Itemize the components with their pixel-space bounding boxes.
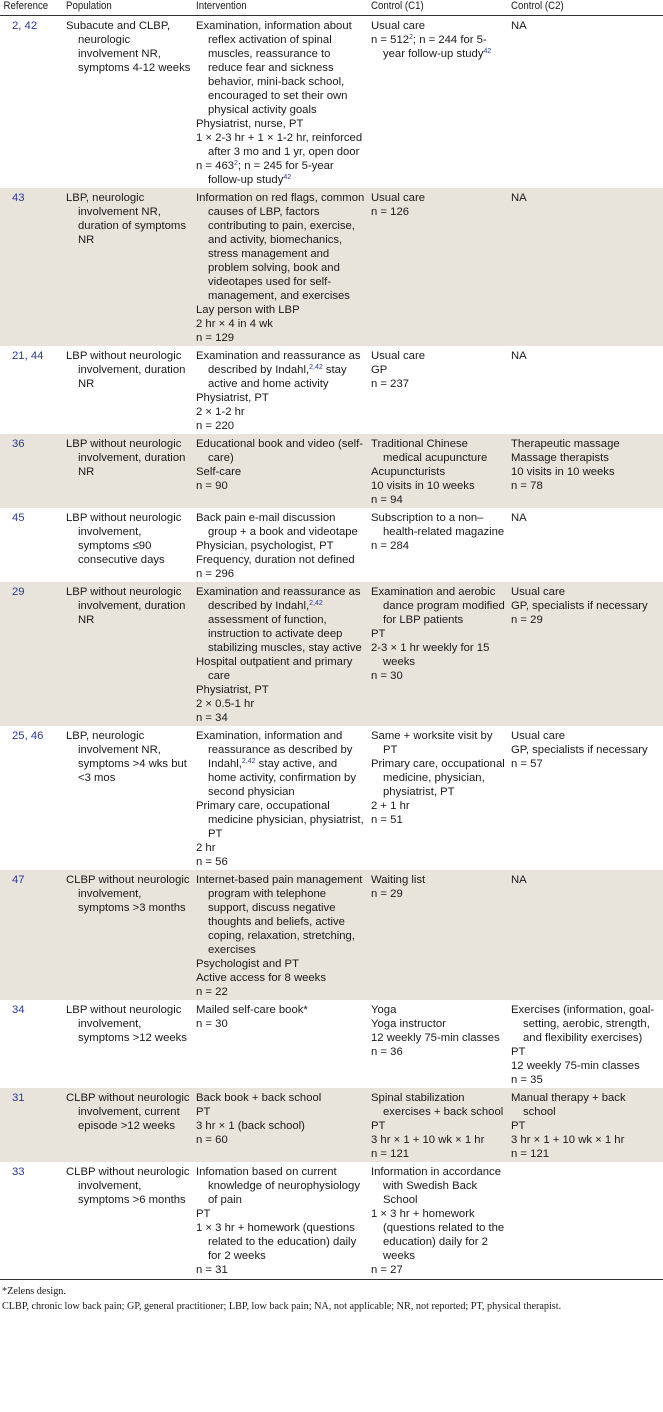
cell-line: n = 57 bbox=[511, 758, 543, 770]
cell-line: Exercises (information, goal-setting, aerobic, strength, and flexibility exercises) bbox=[511, 1004, 655, 1044]
table-row bbox=[0, 1162, 663, 1278]
cell-line: Traditional Chinese medical acupuncture bbox=[371, 438, 488, 464]
cell-line: $n = 512^2$; n = 244 for 5-year follow-up study$^{42}$ bbox=[371, 34, 492, 60]
header-control-c1: Control (C1) bbox=[371, 0, 494, 16]
cell-line: PT bbox=[371, 1120, 386, 1132]
cell-line: n = 129 bbox=[196, 332, 235, 344]
cell-line: Mailed self-care book* bbox=[196, 1004, 308, 1016]
cell-line: 12 weekly 75-min classes bbox=[371, 1032, 500, 1044]
control-c1-cell bbox=[371, 1162, 511, 1278]
cell-line: Usual care bbox=[371, 192, 425, 204]
cell-line: n = 31 bbox=[196, 1264, 228, 1276]
cell-line: n = 30 bbox=[371, 670, 403, 682]
citation-superscript[interactable]: 2,42 bbox=[241, 758, 256, 765]
reference-link[interactable]: 33 bbox=[12, 1166, 25, 1178]
cell-line: PT bbox=[196, 1106, 211, 1118]
cell-line: NA bbox=[511, 192, 527, 204]
cell-line: n = 30 bbox=[196, 1018, 228, 1030]
intervention-cell bbox=[196, 16, 371, 189]
reference-link[interactable]: 21, 44 bbox=[12, 350, 44, 362]
cell-line: n = 121 bbox=[371, 1148, 410, 1160]
cell-line: Acupuncturists bbox=[371, 466, 446, 478]
header-reference: Reference bbox=[0, 0, 58, 16]
cell-line: 1 × 2-3 hr + 1 × 1-2 hr, reinforced after 3 mo and 1 yr, open door bbox=[196, 132, 363, 158]
intervention-cell bbox=[196, 188, 371, 346]
cell-line: NA bbox=[511, 20, 527, 32]
citation-superscript[interactable]: 2,42 bbox=[309, 600, 323, 607]
cell-line: 3 hr × 1 (back school) bbox=[196, 1120, 305, 1132]
intervention-cell bbox=[196, 434, 371, 508]
control-c2-cell bbox=[511, 1088, 663, 1162]
cell-line: n = 60 bbox=[196, 1134, 228, 1146]
cell-line: Massage therapists bbox=[511, 452, 609, 464]
cell-line: CLBP without neurologic involvement, symptoms >3 months bbox=[66, 874, 190, 914]
citation-superscript[interactable]: 2 bbox=[234, 160, 238, 167]
cell-line: n = 296 bbox=[196, 568, 235, 580]
cell-line: Examination and reassurance as described by Indahl,$^{2,42}$ assessment of function, instruction to activate deep stabilizing muscles, stay active bbox=[196, 586, 362, 654]
control-c2-cell bbox=[511, 434, 663, 508]
cell-line: NA bbox=[511, 512, 527, 524]
cell-line: Examination and aerobic dance program modified for LBP patients bbox=[371, 586, 505, 626]
cell-line: n = 35 bbox=[511, 1074, 543, 1086]
control-c1-cell bbox=[371, 870, 511, 1000]
cell-line: 10 visits in 10 weeks bbox=[371, 480, 475, 492]
cell-line: 2 hr bbox=[196, 842, 216, 854]
cell-line: Usual care bbox=[371, 350, 425, 362]
control-c1-cell bbox=[371, 346, 511, 434]
cell-line: 2 × 1-2 hr bbox=[196, 406, 245, 418]
control-c2-cell bbox=[511, 508, 663, 582]
cell-line: LBP, neurologic involvement NR, duration of symptoms NR bbox=[66, 192, 186, 246]
cell-line: Back book + back school bbox=[196, 1092, 322, 1104]
cell-line: n = 237 bbox=[371, 378, 410, 390]
cell-line: NA bbox=[511, 874, 527, 886]
population-cell bbox=[66, 1088, 196, 1162]
control-c1-cell bbox=[371, 1000, 511, 1088]
cell-line: n = 78 bbox=[511, 480, 543, 492]
cell-line: Yoga instructor bbox=[371, 1018, 446, 1030]
cell-line: n = 29 bbox=[511, 614, 543, 626]
cell-line: n = 36 bbox=[371, 1046, 403, 1058]
cell-line: 2 × 0.5-1 hr bbox=[196, 698, 255, 710]
cell-line: LBP without neurologic involvement, duration NR bbox=[66, 586, 186, 626]
cell-line: LBP without neurologic involvement, symptoms >12 weeks bbox=[66, 1004, 187, 1044]
cell-line: n = 56 bbox=[196, 856, 228, 868]
citation-superscript[interactable]: 2,42 bbox=[309, 364, 323, 371]
control-c2-cell bbox=[511, 16, 663, 189]
table-row bbox=[0, 870, 663, 1000]
reference-link[interactable]: 31 bbox=[0, 1088, 66, 1162]
control-c1-cell bbox=[371, 434, 511, 508]
cell-line: Waiting list bbox=[371, 874, 426, 886]
cell-line: LBP without neurologic involvement, symptoms ≤90 consecutive days bbox=[66, 512, 182, 566]
cell-line: n = 126 bbox=[371, 206, 410, 218]
intervention-cell bbox=[196, 1000, 371, 1088]
table-row bbox=[0, 1088, 663, 1162]
cell-line: Information on red flags, common causes of LBP, factors contributing to pain, exercise, and activity, biomechanics, stress management and problem solving, book and videotapes used for self-management, and exercises bbox=[196, 192, 365, 302]
population-cell bbox=[66, 1000, 196, 1088]
control-c1-cell bbox=[371, 508, 511, 582]
cell-line: Same + worksite visit by PT bbox=[371, 730, 493, 756]
citation-superscript[interactable]: 2 bbox=[409, 34, 413, 41]
control-c2-cell bbox=[511, 870, 663, 1000]
intervention-cell bbox=[196, 346, 371, 434]
cell-line: Yoga bbox=[371, 1004, 397, 1016]
population-cell bbox=[66, 1162, 196, 1278]
cell-line: Examination and reassurance as described by Indahl,$^{2,42}$ stay active and home activity bbox=[196, 350, 361, 390]
table-row bbox=[0, 508, 663, 582]
cell-line: n = 27 bbox=[371, 1264, 403, 1276]
cell-line: PT bbox=[196, 1208, 211, 1220]
cell-line: 3 hr × 1 + 10 wk × 1 hr bbox=[511, 1134, 625, 1146]
table-row bbox=[0, 188, 663, 346]
footnotes bbox=[0, 1280, 663, 1314]
intervention-cell bbox=[196, 508, 371, 582]
cell-line: Spinal stabilization exercises + back school bbox=[371, 1092, 504, 1118]
cell-line: Frequency, duration not defined bbox=[196, 554, 355, 566]
cell-line: n = 94 bbox=[371, 494, 403, 506]
header-control-c2: Control (C2) bbox=[511, 0, 645, 16]
table-row bbox=[0, 434, 663, 508]
cell-line: GP bbox=[371, 364, 388, 376]
cell-line: Subacute and CLBP, neurologic involvement NR, symptoms 4-12 weeks bbox=[66, 20, 191, 74]
cell-line: n = 29 bbox=[371, 888, 403, 900]
population-cell bbox=[66, 870, 196, 1000]
cell-line: 2-3 × 1 hr weekly for 15 weeks bbox=[371, 642, 490, 668]
cell-line: Usual care bbox=[511, 730, 565, 742]
cell-line: Examination, information about reflex activation of spinal muscles, reassurance to reduce fear and sickness behavior, mini-back school, encouraged to set their own physical activity goals bbox=[196, 20, 352, 116]
population-cell bbox=[66, 582, 196, 726]
control-c2-cell bbox=[511, 346, 663, 434]
reference-link[interactable]: 29 bbox=[0, 582, 66, 726]
table-row bbox=[0, 582, 663, 726]
population-cell bbox=[66, 16, 196, 189]
table-header bbox=[0, 0, 663, 16]
cell-line: PT bbox=[511, 1120, 526, 1132]
reference-link[interactable]: 34 bbox=[12, 1004, 25, 1016]
cell-line: n = 220 bbox=[196, 420, 235, 432]
cell-line: n = 34 bbox=[196, 712, 228, 724]
cell-line: 2 + 1 hr bbox=[371, 800, 410, 812]
control-c1-cell bbox=[371, 1088, 511, 1162]
reference-link[interactable]: 45 bbox=[12, 512, 25, 524]
cell-line: GP, specialists if necessary bbox=[511, 744, 648, 756]
population-cell bbox=[66, 188, 196, 346]
cell-line: n = 90 bbox=[196, 480, 228, 492]
cell-line: Primary care, occupational medicine physician, physiatrist, PT bbox=[196, 800, 364, 840]
cell-line: LBP, neurologic involvement NR, symptoms >4 wks but <3 mos bbox=[66, 730, 187, 784]
cell-line: Psychologist and PT bbox=[196, 958, 299, 970]
reference-link[interactable]: 25, 46 bbox=[12, 730, 44, 742]
cell-line: 3 hr × 1 + 10 wk × 1 hr bbox=[371, 1134, 485, 1146]
cell-line: n = 284 bbox=[371, 540, 410, 552]
population-cell bbox=[66, 434, 196, 508]
cell-line: Usual care bbox=[511, 586, 565, 598]
cell-line: 2 hr × 4 in 4 wk bbox=[196, 318, 273, 330]
cell-line: LBP without neurologic involvement, duration NR bbox=[66, 438, 186, 478]
cell-line: Physiatrist, PT bbox=[196, 392, 269, 404]
cell-line: Hospital outpatient and primary care bbox=[196, 656, 353, 682]
population-cell bbox=[66, 726, 196, 870]
cell-line: Internet-based pain management program with telephone support, discuss negative thoughts and beliefs, active coping, relaxation, stretching, exercises bbox=[196, 874, 363, 956]
cell-line: Physiatrist, PT bbox=[196, 684, 269, 696]
cell-line: Back pain e-mail discussion group + a book and videotape bbox=[196, 512, 358, 538]
cell-line: CLBP without neurologic involvement, symptoms >6 months bbox=[66, 1166, 190, 1206]
header-population: Population bbox=[66, 0, 180, 16]
population-cell bbox=[66, 508, 196, 582]
cell-line: Manual therapy + back school bbox=[511, 1092, 626, 1118]
cell-line: PT bbox=[371, 628, 386, 640]
cell-line: LBP without neurologic involvement, duration NR bbox=[66, 350, 186, 390]
control-c2-cell bbox=[511, 188, 663, 346]
cell-line: n = 22 bbox=[196, 986, 228, 998]
reference-link[interactable]: 43 bbox=[0, 188, 66, 346]
population-cell bbox=[66, 346, 196, 434]
reference-link[interactable]: 36 bbox=[0, 434, 66, 508]
control-c1-cell bbox=[371, 726, 511, 870]
reference-link[interactable]: 2, 42 bbox=[12, 20, 38, 32]
footnote-abbreviations: CLBP, chronic low back pain; GP, general practitioner; LBP, low back pain; NA, not applicable; NR, not reported; PT, physical therapist. bbox=[2, 1301, 562, 1312]
cell-line: Subscription to a non–health-related magazine bbox=[371, 512, 505, 538]
table-body bbox=[0, 16, 663, 1279]
intervention-cell bbox=[196, 582, 371, 726]
control-c1-cell bbox=[371, 188, 511, 346]
cell-line: Therapeutic massage bbox=[511, 438, 620, 450]
control-c1-cell bbox=[371, 16, 511, 189]
cell-line: Primary care, occupational medicine, physician, physiatrist, PT bbox=[371, 758, 505, 798]
table-row bbox=[0, 1000, 663, 1088]
control-c2-cell bbox=[511, 582, 663, 726]
cell-line: GP, specialists if necessary bbox=[511, 600, 648, 612]
cell-line: Examination, information and reassurance as described by Indahl,$^{2,42}$ stay active, and home activity, confirmation by second physician bbox=[196, 730, 356, 798]
control-c2-cell bbox=[511, 1162, 663, 1278]
intervention-cell bbox=[196, 726, 371, 870]
cell-line: NA bbox=[511, 350, 527, 362]
intervention-cell bbox=[196, 1088, 371, 1162]
control-c1-cell bbox=[371, 582, 511, 726]
cell-line: Active access for 8 weeks bbox=[196, 972, 326, 984]
cell-line: 1 × 3 hr + homework (questions related to the education) daily for 2 weeks bbox=[196, 1222, 357, 1262]
intervention-cell bbox=[196, 1162, 371, 1278]
header-intervention: Intervention bbox=[196, 0, 350, 16]
cell-line: PT bbox=[511, 1046, 526, 1058]
cell-line: Physiatrist, nurse, PT bbox=[196, 118, 304, 130]
cell-line: 12 weekly 75-min classes bbox=[511, 1060, 640, 1072]
control-c2-cell bbox=[511, 726, 663, 870]
citation-superscript[interactable]: 42 bbox=[283, 174, 292, 181]
cell-line: Physician, psychologist, PT bbox=[196, 540, 334, 552]
cell-line: Educational book and video (self-care) bbox=[196, 438, 364, 464]
table-row bbox=[0, 16, 663, 189]
table-row bbox=[0, 346, 663, 434]
citation-superscript[interactable]: 42 bbox=[483, 48, 492, 55]
cell-line: $n = 463^2$; n = 245 for 5-year follow-up study$^{42}$ bbox=[196, 160, 334, 186]
cell-line: 1 × 3 hr + homework (questions related to the education) daily for 2 weeks bbox=[371, 1208, 505, 1262]
cell-line: n = 121 bbox=[511, 1148, 550, 1160]
cell-line: Information in accordance with Swedish Back School bbox=[371, 1166, 501, 1206]
reference-link[interactable]: 47 bbox=[0, 870, 66, 1000]
intervention-cell bbox=[196, 870, 371, 1000]
cell-line: Infomation based on current knowledge of neurophysiology of pain bbox=[196, 1166, 360, 1206]
cell-line: Lay person with LBP bbox=[196, 304, 300, 316]
header-row bbox=[0, 0, 663, 16]
cell-line: Usual care bbox=[371, 20, 425, 32]
control-c2-cell bbox=[511, 1000, 663, 1088]
table-row bbox=[0, 726, 663, 870]
cell-line: 10 visits in 10 weeks bbox=[511, 466, 615, 478]
cell-line: Self-care bbox=[196, 466, 242, 478]
footnote-zelens: *Zelens design. bbox=[2, 1286, 66, 1297]
cell-line: CLBP without neurologic involvement, current episode >12 weeks bbox=[66, 1092, 190, 1132]
cell-line: n = 51 bbox=[371, 814, 403, 826]
